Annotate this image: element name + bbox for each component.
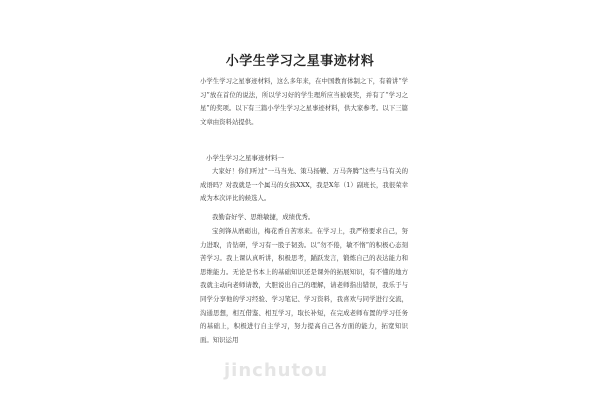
watermark: jinchutou [224,360,329,381]
body-paragraph-1: 大家好！你们听过“一马当先、策马扬鞭、万马奔腾”这些与马有关的成语吗？对我就是一个属马的女孩XXX，我是X年（1）副班长，我很荣幸成为本次评比的候选人。 [200,167,408,203]
body-paragraph-3: 宝剑锋从磨砺出，梅花香自苦寒来。在学习上，我严格要求自己，努力进取，肯钻研，学习有一股子韧劲。以“勿不倦，敏不惰”的积极心态刻苦学习。我上课认真听讲，积极思考，踊跃发言，锻炼自己的表达能力和思维能力。无论是书本上的基础知识还是课外的拓展知识，有不懂的地方我就主动向老师请教，大胆说出自己的理解，请老师指出错误，我乐于与同学分享他的学习经验、学习笔记、学习资料，我喜欢与同学进行交流，沟通思想，相互借鉴、相互学习，取长补短，在完成老师布置的学习任务的基础上，积极进行自主学习，努力提高自己各方面的能力，拓宽知识面。知识运用 [200,227,408,344]
body-paragraph-2: 我勤奋好学、思维敏捷，成绩优秀。 [212,213,315,221]
intro-paragraph: 小学生学习之星事迹材料，这么多年来，在中国教育体制之下，有着讲“学习”放在首位的说法，所以学习好的学生理所应当被褒奖，并有了“学习之星”的奖项。以下有三篇小学生学习之星事迹材料，供大家参考。以下三篇文章由资料站提供。 [200,77,408,126]
section-heading: 小学生学习之星事迹材料一 [206,154,284,162]
document-title: 小学生学习之星事迹材料 [225,54,375,69]
